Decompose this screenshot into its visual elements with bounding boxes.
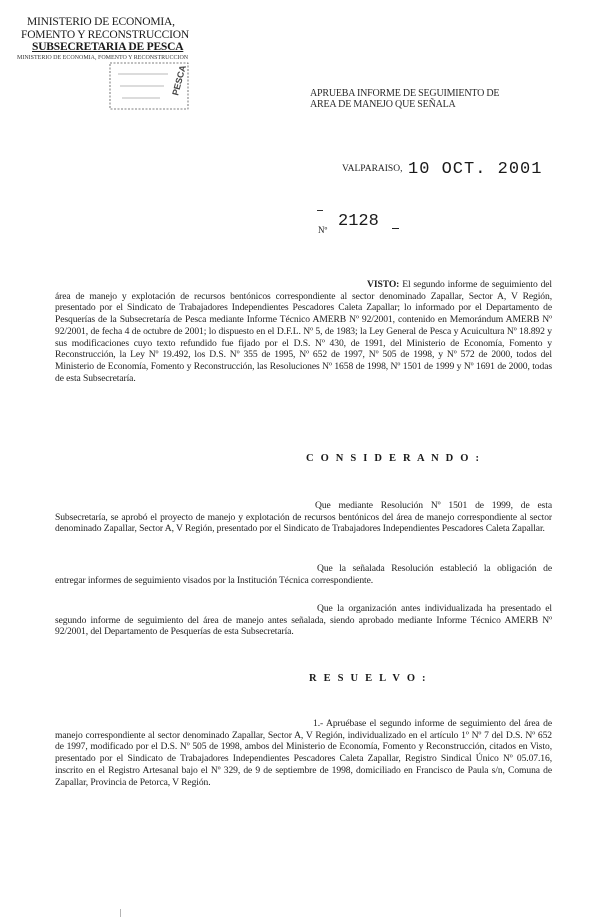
- subject-line2: AREA DE MANEJO QUE SEÑALA: [310, 99, 456, 110]
- reception-stamp: [108, 60, 190, 112]
- considerando-heading: C O N S I D E R A N D O :: [306, 453, 482, 464]
- date-place: VALPARAISO,: [342, 164, 403, 174]
- number-tick: [317, 210, 323, 211]
- resuelvo-heading: R E S U E L V O :: [309, 673, 428, 684]
- document-subject: [310, 88, 499, 110]
- number-underline: [392, 228, 399, 229]
- letterhead-ministry-line2: FOMENTO Y RECONSTRUCCION: [21, 28, 189, 41]
- considerando-paragraph-1: Que mediante Resolución Nº 1501 de 1999, de esta Subsecretaría, se aprobó el proyecto de manejo y explotación de recursos bentónicos del área de manejo correspondiente al sector denominado Zapallar, Sector A, V Región, presentado por el Sindicato de Trabajadores Independientes Pescadores Caleta Zapallar.: [55, 500, 552, 535]
- svg-text:PESCA: PESCA: [170, 63, 188, 97]
- margin-mark: |: [120, 908, 122, 917]
- considerando-paragraph-2: Que la señalada Resolución estableció la obligación de entregar informes de seguimiento visados por la Institución Técnica correspondiente.: [55, 563, 552, 586]
- date-stamp: 10 OCT. 2001: [408, 160, 543, 179]
- visto-text: El segundo informe de seguimiento del área de manejo y explotación de recursos bentónicos correspondiente al sector denominado Zapallar, Sector A, V Región, presentado por el Sindicato de Trabajadores Independientes Pescadores Caleta Zapallar; lo informado por el Departamento de Pesquerías de la Subsecretaría de Pesca mediante Informe Técnico AMERB Nº 92/2001, contenido en Memorándum AMERB Nº 92/2001, de fecha 4 de octubre de 2001; lo dispuesto en el D.F.L. Nº 5, de 1983; la Ley General de Pesca y Acuicultura Nº 18.892 y sus modificaciones cuyo texto refundido fue fijado por el D.S. Nº 430, de 1991, del Ministerio de Economía, Fomento y Reconstrucción, la Ley Nº 19.492, los D.S. Nº 355 de 1995, Nº 652 de 1997, Nº 505 de 1998, y Nº 572 de 2000, todos del Ministerio de Economía, Fomento y Reconstrucción, las Resoluciones Nº 1658 de 1998, Nº 1501 de 1999 y Nº 1691 de 2000, todas de esta Subsecretaría.: [55, 279, 552, 384]
- considerando-paragraph-3: Que la organización antes individualizada ha presentado el segundo informe de seguimiento del área de manejo antes señalada, siendo aprobado mediante Informe Técnico AMERB Nº 92/2001, del Departamento de Pesquerías de esta Subsecretaría.: [55, 603, 552, 638]
- letterhead-subsecretaria: SUBSECRETARIA DE PESCA: [32, 41, 184, 53]
- visto-label: VISTO:: [367, 279, 400, 290]
- resuelvo-paragraph-1: 1.- Apruébase el segundo informe de seguimiento del área de manejo correspondiente al sector denominado Zapallar, Sector A, V Región, individualizado en el artículo 1º Nº 7 del D.S. Nº 652 de 1997, modificado por el D.S. Nº 505 de 1998, ambos del Ministerio de Economía, Fomento y Reconstrucción, citados en Visto, presentado por el Sindicato de Trabajadores Independientes Pescadores Caleta Zapallar, Registro Sindical Único Nº 05.07.16, inscrito en el Registro Artesanal bajo el Nº 329, de 9 de septiembre de 1998, domiciliado en Francisco de Paula s/n, Comuna de Zapallar, Provincia de Petorca, V Región.: [55, 718, 552, 788]
- letterhead-small-line: MINISTERIO DE ECONOMIA, FOMENTO Y RECONSTRUCCION: [17, 54, 189, 61]
- letterhead-ministry: MINISTERIO DE ECONOMIA,: [27, 16, 175, 28]
- letterhead: [17, 16, 189, 62]
- subject-line1: APRUEBA INFORME DE SEGUIMIENTO DE: [310, 88, 500, 99]
- number-label: Nº: [318, 225, 328, 235]
- visto-paragraph: [55, 279, 552, 384]
- resolution-number: 2128: [338, 212, 379, 231]
